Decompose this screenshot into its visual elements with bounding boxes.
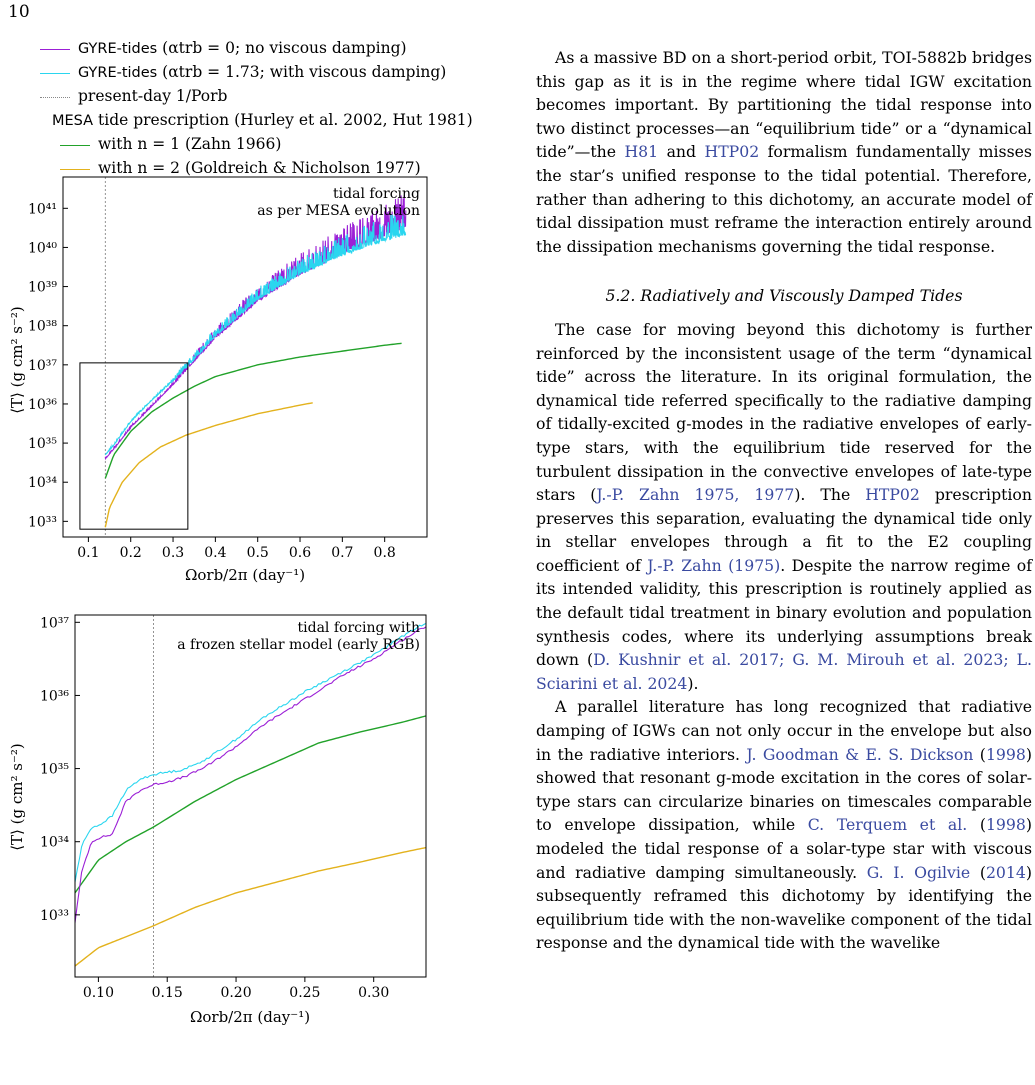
citation-link[interactable]: 1998	[985, 815, 1026, 835]
paragraph-text: ). The	[794, 485, 866, 505]
citation-link[interactable]: H81	[624, 142, 659, 162]
plot-frame	[75, 615, 426, 977]
y-tick-label: 10³⁷	[39, 615, 69, 632]
paragraph-text: The case for moving beyond this dichotomy is further reinforced by the inconsistent usage of the term “dynamical tide” across the literature. In its original formulation, the dynamical tide referred specifically to the radiative damping of tidally-excited g-modes in the radiative envelopes of early-type stars, with the equilibrium tide reserved for the turbulent dissipation in the convective envelopes of late-type stars (	[536, 319, 1032, 505]
page-number: 10	[8, 2, 30, 22]
citation-link[interactable]: HTP02	[704, 142, 760, 162]
x-tick-label: 0.7	[331, 545, 354, 561]
x-tick-label: 0.1	[77, 545, 100, 561]
paragraph-text: and	[658, 142, 705, 162]
paragraph-1	[536, 46, 1032, 258]
legend-detail: (αtrb = 1.73; with viscous damping)	[162, 63, 447, 81]
legend-swatch	[60, 145, 90, 146]
y-tick-label: 10³⁶	[39, 688, 69, 705]
legend-name: GYRE-tides	[78, 65, 158, 81]
citation-link[interactable]: J.-P. Zahn 1975, 1977	[596, 485, 795, 505]
paragraph-2	[536, 318, 1032, 696]
y-axis-label: ⟨T⟩ (g cm² s⁻²)	[8, 306, 26, 414]
paragraph-text: ) subsequently reframed this dichotomy by identifying the equilibrium tide with the non-wavelike component of the tidal response and the dynamical tide with the wavelike	[536, 862, 1033, 953]
paragraph-3	[536, 695, 1032, 955]
text-column	[536, 46, 1032, 955]
chart-mesa-evolution	[0, 170, 470, 590]
paragraph-text: ) modeled the tidal response of a solar-type star with viscous and radiative damping simultaneously.	[536, 815, 1033, 882]
citation-link[interactable]: C. Terquem et al.	[807, 815, 968, 835]
x-tick-label: 0.15	[151, 985, 183, 1001]
legend-name: GYRE-tides	[78, 41, 158, 57]
citation-link[interactable]: 1998	[985, 744, 1026, 764]
y-tick-label: 10³³	[39, 907, 69, 924]
y-axis-label: ⟨T⟩ (g cm² s⁻²)	[8, 743, 26, 851]
x-tick-label: 0.6	[288, 545, 312, 561]
x-tick-label: 0.30	[358, 985, 390, 1001]
chart-annotation-line1: tidal forcing	[333, 186, 420, 202]
legend-swatch	[40, 73, 70, 74]
paragraph-text: prescription preserves this separation, evaluating the dynamical tide only in stellar envelopes through a fit to the E2 coupling coefficient of	[536, 485, 1032, 575]
chart-annotation-line1: tidal forcing with	[297, 620, 420, 636]
series-line-1	[105, 195, 406, 458]
section-heading	[536, 284, 1032, 308]
x-tick-label: 0.8	[373, 545, 396, 561]
paragraph-text: formalism fundamentally misses the star’s unified response to the tidal potential. Therefore, rather than adhering to this dichotomy, an accurate model of tidal dissipation must reframe the interaction entirely around the dissipation mechanisms governing the tidal response.	[536, 142, 1032, 256]
paragraph-text: (	[967, 815, 986, 835]
legend-entry-gyre-viscous	[40, 62, 446, 83]
y-tick-label: 10³⁴	[27, 475, 57, 492]
chart-frozen-model	[0, 612, 470, 1042]
series-line-1	[75, 627, 426, 923]
y-tick-label: 10³⁴	[39, 834, 69, 851]
x-tick-label: 0.2	[119, 545, 142, 561]
paragraph-text: ).	[687, 673, 699, 693]
y-tick-label: 10⁴¹	[27, 201, 57, 218]
x-tick-label: 0.5	[246, 545, 269, 561]
legend-detail: present-day 1/Porb	[78, 87, 228, 105]
legend-detail: (αtrb = 0; no viscous damping)	[162, 39, 407, 57]
paragraph-text: (	[973, 744, 986, 764]
paragraph-text: A parallel literature has long recognized that radiative damping of IGWs can not only occur in the envelope but also in the radiative interiors.	[536, 697, 1032, 764]
y-tick-label: 10³⁵	[39, 761, 69, 778]
chart-annotation-line2: a frozen stellar model (early RGB)	[177, 637, 420, 653]
paragraph-text: . Despite the narrow regime of its intended validity, this prescription is routinely applied as the default tidal treatment in binary evolution and population synthesis codes, where its underlying assumptions break down (	[536, 555, 1032, 670]
x-tick-label: 0.3	[161, 545, 185, 561]
y-tick-label: 10⁴⁰	[27, 240, 57, 257]
y-tick-label: 10³⁸	[27, 318, 57, 335]
citation-link[interactable]: J. Goodman & E. S. Dickson	[746, 744, 974, 764]
paragraph-text: ) showed that resonant g-mode excitation in the cores of solar-type stars can circularize binaries on timescales comparable to envelope dissipation, while	[536, 744, 1032, 835]
paragraph-text: (	[970, 862, 986, 882]
legend-detail: with n = 2 (Goldreich & Nicholson 1977)	[98, 159, 421, 177]
legend-swatch	[40, 97, 70, 98]
legend-entry-present-day	[40, 86, 227, 106]
series-line-2	[75, 623, 426, 882]
x-axis-label: Ωorb/2π (day⁻¹)	[184, 566, 306, 584]
series-line-4	[75, 848, 426, 966]
series-line-2	[105, 215, 406, 455]
y-tick-label: 10³⁶	[27, 396, 57, 413]
legend-swatch	[40, 49, 70, 50]
zoom-region-box	[80, 363, 188, 529]
legend-entry-mesa-n1	[60, 134, 281, 154]
x-tick-label: 0.10	[82, 985, 114, 1001]
citation-link[interactable]: J.-P. Zahn (1975)	[647, 555, 781, 575]
y-tick-label: 10³⁹	[27, 279, 57, 296]
chart-annotation-line2: as per MESA evolution	[257, 203, 420, 219]
y-tick-label: 10³³	[27, 514, 57, 531]
paragraph-text: As a massive BD on a short-period orbit, TOI-5882b bridges this gap as it is in the regime where tidal IGW excitation becomes important. By partitioning the tidal response into two distinct processes—an “equilibrium tide” or a “dynamical tide”—the	[536, 48, 1032, 162]
legend-mesa-heading	[52, 110, 473, 131]
legend-mesa-name: MESA	[52, 113, 94, 129]
citation-link[interactable]: D. Kushnir et al. 2017; G. M. Mirouh et al. 2023; L. Sciarini et al. 2024	[536, 650, 1032, 693]
legend-mesa-rest: tide prescription (Hurley et al. 2002, Hut 1981)	[98, 111, 473, 129]
x-tick-label: 0.20	[220, 985, 252, 1001]
x-tick-label: 0.25	[289, 985, 321, 1001]
x-tick-label: 0.4	[204, 545, 227, 561]
citation-link[interactable]: HTP02	[865, 485, 920, 505]
legend-detail: with n = 1 (Zahn 1966)	[98, 135, 282, 153]
series-line-3	[75, 716, 426, 893]
legend-entry-gyre-no-damping	[40, 38, 407, 59]
y-tick-label: 10³⁵	[27, 436, 57, 453]
citation-link[interactable]: 2014	[985, 862, 1026, 882]
section-heading-text: 5.2. Radiatively and Viscously Damped Tides	[605, 286, 963, 306]
y-tick-label: 10³⁷	[27, 357, 57, 374]
citation-link[interactable]: G. I. Ogilvie	[866, 862, 971, 882]
series-line-3	[105, 343, 401, 478]
x-axis-label: Ωorb/2π (day⁻¹)	[189, 1008, 311, 1026]
